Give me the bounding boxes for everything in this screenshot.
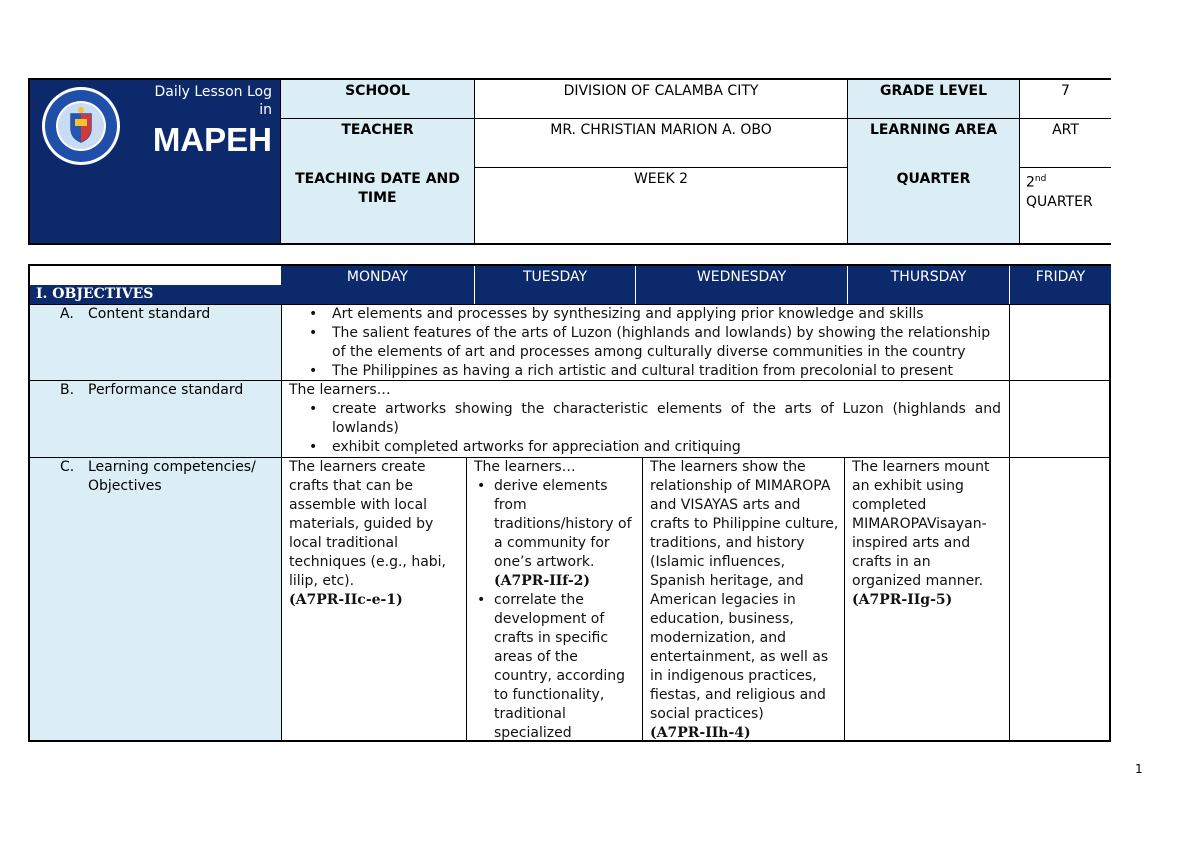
competency-friday-cell [1009,457,1111,740]
teaching-date-label: TEACHING DATE AND TIME [281,168,474,243]
list-item: • The salient features of the arts of Luzon (highlands and lowlands) by showing the relationship of the elements of art and processes among culturally diverse communities in the country [282,324,995,362]
performance-standard-cell [281,380,1009,457]
teaching-date-value: WEEK 2 [474,168,847,243]
competency-tuesday-intro: The learners… [474,459,576,475]
day-header-monday: MONDAY [281,266,474,304]
quarter-suffix: nd [1034,174,1047,184]
quarter-number: 2 [1026,174,1035,191]
competency-thursday-code: (A7PR-IIg-5) [852,592,953,608]
competency-tuesday-cell [466,457,642,740]
row-label-content-standard [30,304,281,380]
blank-corner [30,266,281,285]
competency-wednesday-cell [642,457,844,740]
lesson-log-header [28,78,1111,245]
brand-panel [30,80,281,243]
teacher-label: TEACHER [281,119,474,168]
list-item: • Art elements and processes by synthesizing and applying prior knowledge and skills [282,305,995,324]
row-text-performance-standard: Performance standard [88,382,244,398]
content-standard-list [282,305,995,380]
competency-thursday-text: The learners mount an exhibit using completed MIMAROPAVisayan-inspired arts and crafts in an organized manner. [852,459,990,589]
objectives-title: I. OBJECTIVES [30,285,281,304]
day-header-wednesday: WEDNESDAY [635,266,847,304]
school-value: DIVISION OF CALAMBA CITY [474,80,847,119]
competency-monday-text: The learners create crafts that can be assemble with local materials, guided by local traditional techniques (e.g., habi, lilip, etc). [289,459,446,589]
competency-thursday-cell [844,457,1009,740]
learning-area-value: ART [1019,119,1111,168]
day-header-thursday: THURSDAY [847,266,1009,304]
brand-line-daily-lesson-log: Daily Lesson Log [154,84,272,100]
competency-tuesday-list [474,477,638,740]
row-text-objectives: Objectives [88,478,162,494]
competency-wednesday-text: The learners show the relationship of MIMAROPA and VISAYAS arts and crafts to Philippine culture, traditions, and history (Islamic influences, Spanish heritage, and American legacies in education, business, modernization, and entertainment, as well as in indigenous practices, fiestas, and religious and social practices) [650,459,839,722]
competency-monday-code: (A7PR-IIc-e-1) [289,592,403,608]
competency-tuesday-bullet-1: derive elements from traditions/history of a community for one’s artwork. [494,478,632,570]
learning-area-label: LEARNING AREA [847,119,1019,168]
quarter-word: QUARTER [1026,193,1093,210]
competency-tuesday-code: (A7PR-IIf-2) [494,573,590,589]
content-standard-friday [1009,304,1111,380]
list-item [474,477,638,591]
objectives-table [28,264,1111,742]
quarter-value [1019,168,1111,243]
school-label: SCHOOL [281,80,474,119]
row-label-performance-standard [30,380,281,457]
day-header-tuesday: TUESDAY [474,266,635,304]
grade-level-value: 7 [1019,80,1111,119]
deped-seal-icon [41,86,121,166]
competency-wednesday-code: (A7PR-IIh-4) [650,725,751,740]
brand-title: MAPEH [152,121,272,158]
page-number: 1 [1135,762,1143,776]
list-item: • The Philippines as having a rich artistic and cultural tradition from precolonial to present [282,362,995,380]
row-label-learning-competencies [30,457,281,740]
performance-intro: The learners… [289,382,391,398]
list-item: • correlate the development of crafts in specific areas of the country, according to functionality, traditional specialized [474,591,638,740]
row-letter-c: C. [60,459,75,475]
row-letter-a: A. [60,306,74,322]
competency-monday-cell [281,457,466,740]
row-text-content-standard: Content standard [88,306,211,322]
row-text-learning-competencies: Learning competencies/ [88,459,256,475]
list-item: • create artworks showing the characteristic elements of the arts of Luzon (highlands and lowlands) [282,400,1001,438]
grade-level-label: GRADE LEVEL [847,80,1019,119]
list-item: • exhibit completed artworks for appreciation and critiquing [282,438,1001,457]
content-standard-cell [281,304,1009,380]
performance-standard-friday [1009,380,1111,457]
day-header-friday: FRIDAY [1009,266,1111,304]
performance-standard-list [282,400,1001,457]
row-letter-b: B. [60,382,75,398]
brand-line-in: in [259,102,272,118]
teacher-value: MR. CHRISTIAN MARION A. OBO [474,119,847,168]
quarter-label: QUARTER [847,168,1019,243]
